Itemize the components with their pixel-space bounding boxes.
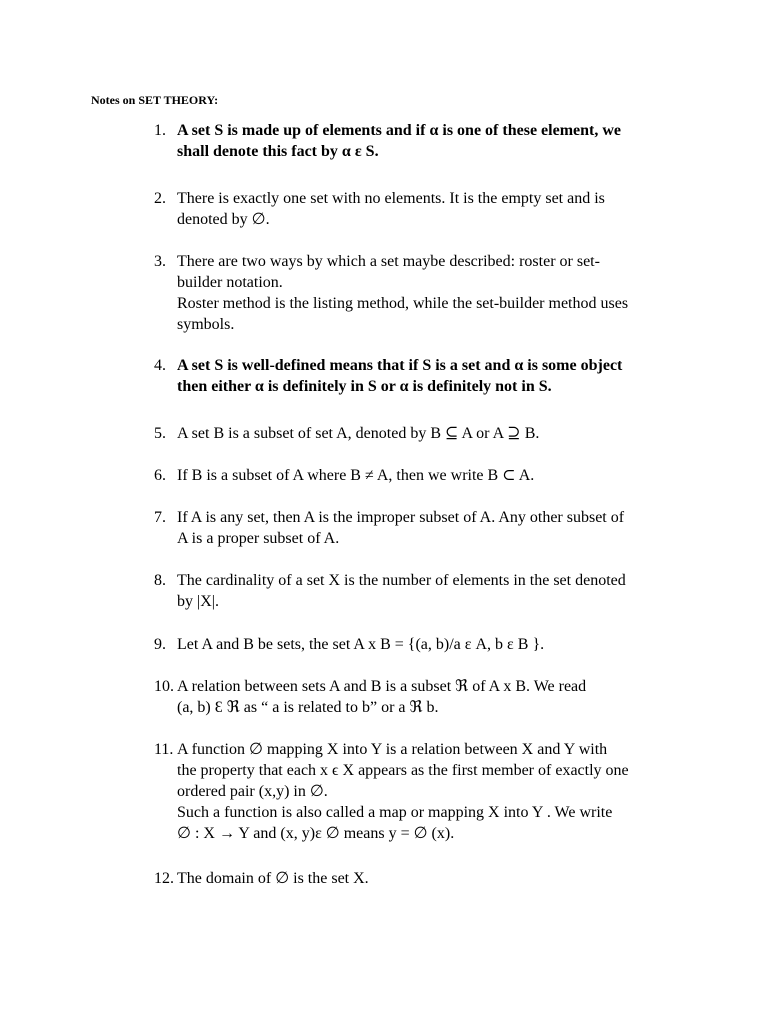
item-line: Roster method is the listing method, while the set-builder method uses	[177, 295, 629, 312]
item-number: 11.	[154, 741, 174, 758]
item-line: (a, b) Ɛ ℜ as “ a is related to b” or a ℜ b.	[177, 699, 439, 716]
item-number: 1.	[154, 122, 166, 139]
item-number: 10.	[154, 678, 174, 695]
item-line: A is a proper subset of A.	[177, 530, 340, 547]
item-line: There are two ways by which a set maybe described: roster or set-	[177, 253, 600, 270]
item-line: then either α is definitely in S or α is definitely not in S.	[177, 378, 552, 395]
item-line: Let A and B be sets, the set A x B = {(a, b)/a ε A, b ε B }.	[177, 636, 545, 653]
item-number: 4.	[154, 357, 166, 374]
item-line: by |X|.	[177, 593, 219, 610]
item-line: shall denote this fact by α ε S.	[177, 143, 379, 160]
item-text	[177, 188, 697, 230]
item-line: ordered pair (x,y) in ∅.	[177, 783, 328, 800]
item-number: 12.	[154, 870, 174, 887]
item-number: 7.	[154, 509, 166, 526]
item-number: 9.	[154, 636, 166, 653]
item-line: A relation between sets A and B is a subset ℜ of A x B. We read	[177, 678, 587, 695]
item-text	[177, 634, 697, 655]
item-line: The cardinality of a set X is the number of elements in the set denoted	[177, 572, 626, 589]
item-number: 5.	[154, 425, 166, 442]
item-number: 8.	[154, 572, 166, 589]
item-number: 3.	[154, 253, 166, 270]
item-text	[177, 570, 697, 612]
item-text	[177, 251, 697, 335]
item-text	[177, 423, 697, 444]
page-heading: Notes on SET THEORY:	[91, 93, 219, 107]
item-line: denoted by ∅.	[177, 211, 270, 228]
item-line: Such a function is also called a map or mapping X into Y . We write	[177, 804, 613, 821]
item-line: A set S is well-defined means that if S is a set and α is some object	[177, 357, 623, 374]
item-line: The domain of ∅ is the set X.	[177, 870, 369, 887]
item-line: A function ∅ mapping X into Y is a relation between X and Y with	[177, 741, 608, 758]
item-text	[177, 355, 697, 397]
item-line: the property that each x ϵ X appears as the first member of exactly one	[177, 762, 629, 779]
item-line: If A is any set, then A is the improper subset of A. Any other subset of	[177, 509, 625, 526]
item-text	[177, 120, 697, 162]
item-line: A set S is made up of elements and if α is one of these element, we	[177, 122, 621, 139]
item-line: builder notation.	[177, 274, 283, 291]
item-text	[177, 868, 697, 889]
item-line: symbols.	[177, 316, 235, 333]
item-text	[177, 739, 697, 844]
item-line: If B is a subset of A where B ≠ A, then we write B ⊂ A.	[177, 467, 535, 484]
item-number: 6.	[154, 467, 166, 484]
item-text	[177, 676, 697, 718]
item-line: There is exactly one set with no elements. It is the empty set and is	[177, 190, 605, 207]
item-line: A set B is a subset of set A, denoted by B ⊆ A or A ⊇ B.	[177, 425, 540, 442]
item-line: ∅ : X → Y and (x, y)ε ∅ means y = ∅ (x).	[177, 825, 455, 842]
item-text	[177, 507, 697, 549]
item-number: 2.	[154, 190, 166, 207]
item-text	[177, 465, 697, 486]
